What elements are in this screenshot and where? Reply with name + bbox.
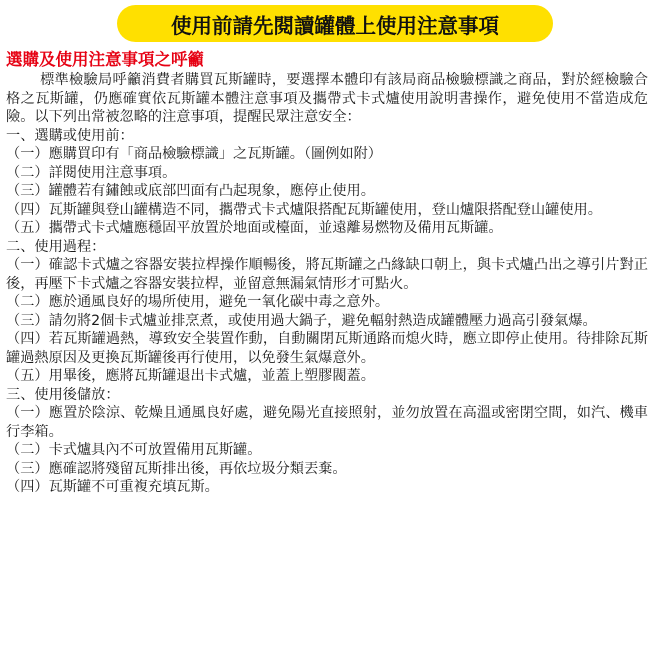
section-1-item-2: （二）詳閱使用注意事項。 [6,164,177,181]
section-1-item-5: （五）攜帶式卡式爐應穩固平放置於地面或檯面，並遠離易燃物及備用瓦斯罐。 [6,220,503,236]
section-1-item-4: （四）瓦斯罐與登山罐構造不同，攜帶式卡式爐限搭配瓦斯罐使用，登山爐限搭配登山罐使用。 [6,201,602,218]
intro-paragraph: 標準檢驗局呼籲消費者購買瓦斯罐時，要選擇本體印有該局商品檢驗標識之商品，對於經檢驗合格之瓦斯罐，仍應確實依瓦斯罐本體注意事項及攜帶式卡式爐使用說明書操作，避免使用不當造成危險。以下列出常被忽略的注意事項，提醒民眾注意安全： [6,72,648,125]
section-3-item-3: （三）應確認將殘留瓦斯排出後，再依垃圾分類丟棄。 [6,460,347,477]
section-2-item-2: （二）應於通風良好的場所使用，避免一氧化碳中毒之意外。 [6,294,390,310]
section-2-item-3: （三）請勿將2個卡式爐並排烹煮，或使用過大鍋子，避免輻射熱造成罐體壓力過高引發氣爆。 [6,312,597,329]
section-2-heading: 二、使用過程： [6,238,106,255]
title-banner: 使用前請先閱讀罐體上使用注意事項 [117,5,553,42]
section-1-item-3: （三）罐體若有鏽蝕或底部凹面有凸起現象，應停止使用。 [6,183,375,199]
section-1-heading: 一、選購或使用前： [6,127,134,144]
section-3-item-1: （一）應置於陰涼、乾燥且通風良好處，避免陽光直接照射，並勿放置在高溫或密閉空間，如汽、機車行李箱。 [6,405,648,440]
section-2-item-5: （五）用畢後，應將瓦斯罐退出卡式爐，並蓋上塑膠閥蓋。 [6,368,375,384]
section-3-item-4: （四）瓦斯罐不可重複充填瓦斯。 [6,479,219,495]
section-1-item-1: （一）應購買印有「商品檢驗標識」之瓦斯罐。（圖例如附） [6,146,382,162]
section-2-item-4: （四）若瓦斯罐過熱，導致安全裝置作動，自動關閉瓦斯通路而熄火時，應立即停止使用。待排除瓦斯罐過熱原因及更換瓦斯罐後再行使用，以免發生氣爆意外。 [6,331,648,366]
section-heading: 選購及使用注意事項之呼籲 [6,50,204,69]
section-2-item-1: （一）確認卡式爐之容器安裝拉桿操作順暢後，將瓦斯罐之凸緣缺口朝上，與卡式爐凸出之導引片對正後，再壓下卡式爐之容器安裝拉桿，並留意無漏氣情形才可點火。 [6,257,648,292]
notice-body [6,71,648,497]
section-3-heading: 三、使用後儲放： [6,386,120,403]
section-3-item-2: （二）卡式爐具內不可放置備用瓦斯罐。 [6,442,262,458]
